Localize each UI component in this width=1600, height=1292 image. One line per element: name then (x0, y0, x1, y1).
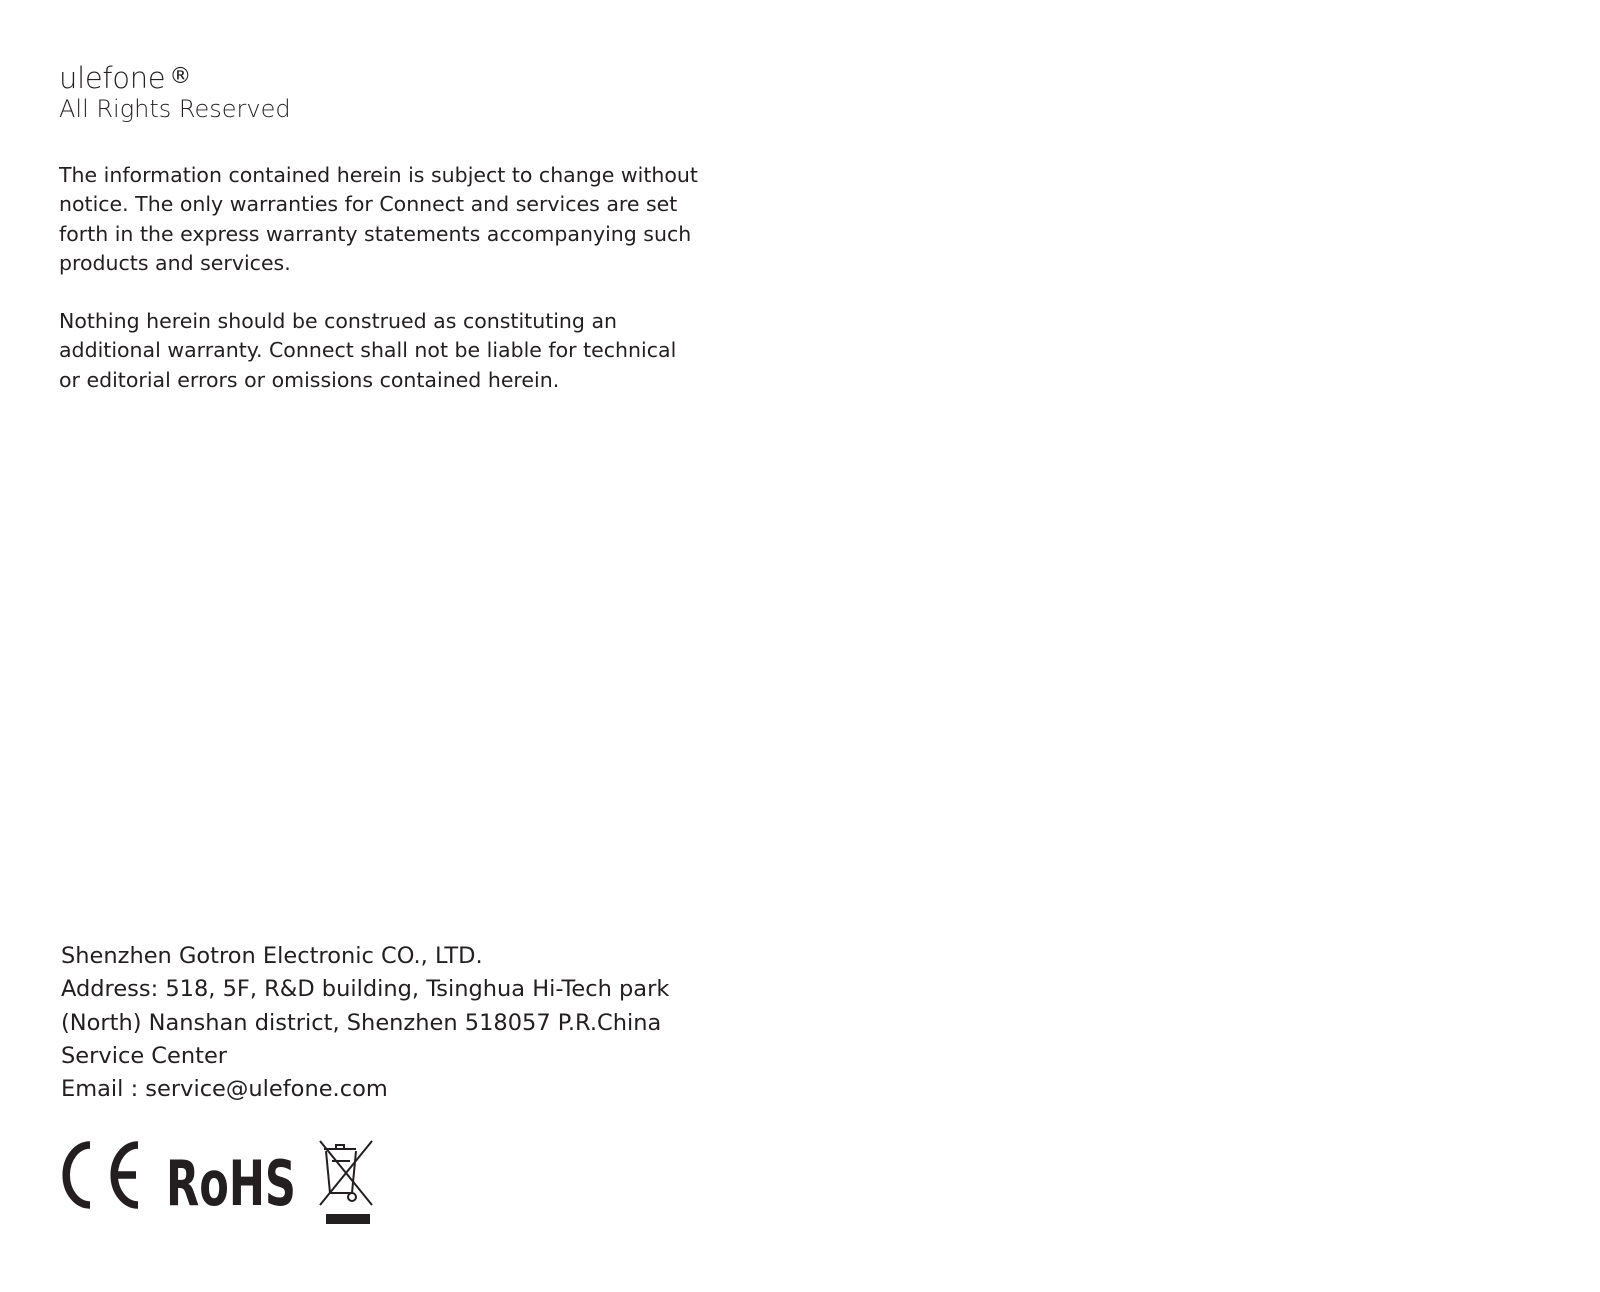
brand-block (59, 60, 759, 124)
address-line-1: Address: 518, 5F, R&D building, Tsinghua Hi-Tech park (61, 976, 670, 1003)
disclaimer-paragraph-1: The information contained herein is subject to change without notice. The only warranties for Connect and services are set forth in the express warranty statements accompanying such products and services. (59, 163, 698, 275)
brand-line (59, 60, 759, 98)
certification-marks (60, 1137, 400, 1227)
certification-marks-svg (60, 1137, 400, 1227)
brand-name: ulefone (59, 61, 166, 95)
disclaimer-paragraph-2: Nothing herein should be construed as constituting an additional warranty. Connect shall not be liable for technical or editorial errors or omissions contained herein. (59, 309, 677, 392)
rights-reserved: All Rights Reserved (59, 95, 291, 123)
address-line-2: (North) Nanshan district, Shenzhen 518057 P.R.China (61, 1009, 662, 1036)
company-name: Shenzhen Gotron Electronic CO., LTD. (61, 943, 483, 969)
ce-mark-icon (66, 1145, 138, 1205)
company-info (61, 940, 761, 1106)
email: Email : service@ulefone.com (61, 1076, 388, 1103)
rohs-mark: RoHS (166, 1147, 296, 1220)
registered-mark: ® (169, 64, 192, 89)
disclaimer (59, 161, 759, 424)
weee-crossed-bin-icon (320, 1141, 372, 1205)
service-center: Service Center (61, 1042, 228, 1069)
weee-bar (326, 1214, 370, 1224)
